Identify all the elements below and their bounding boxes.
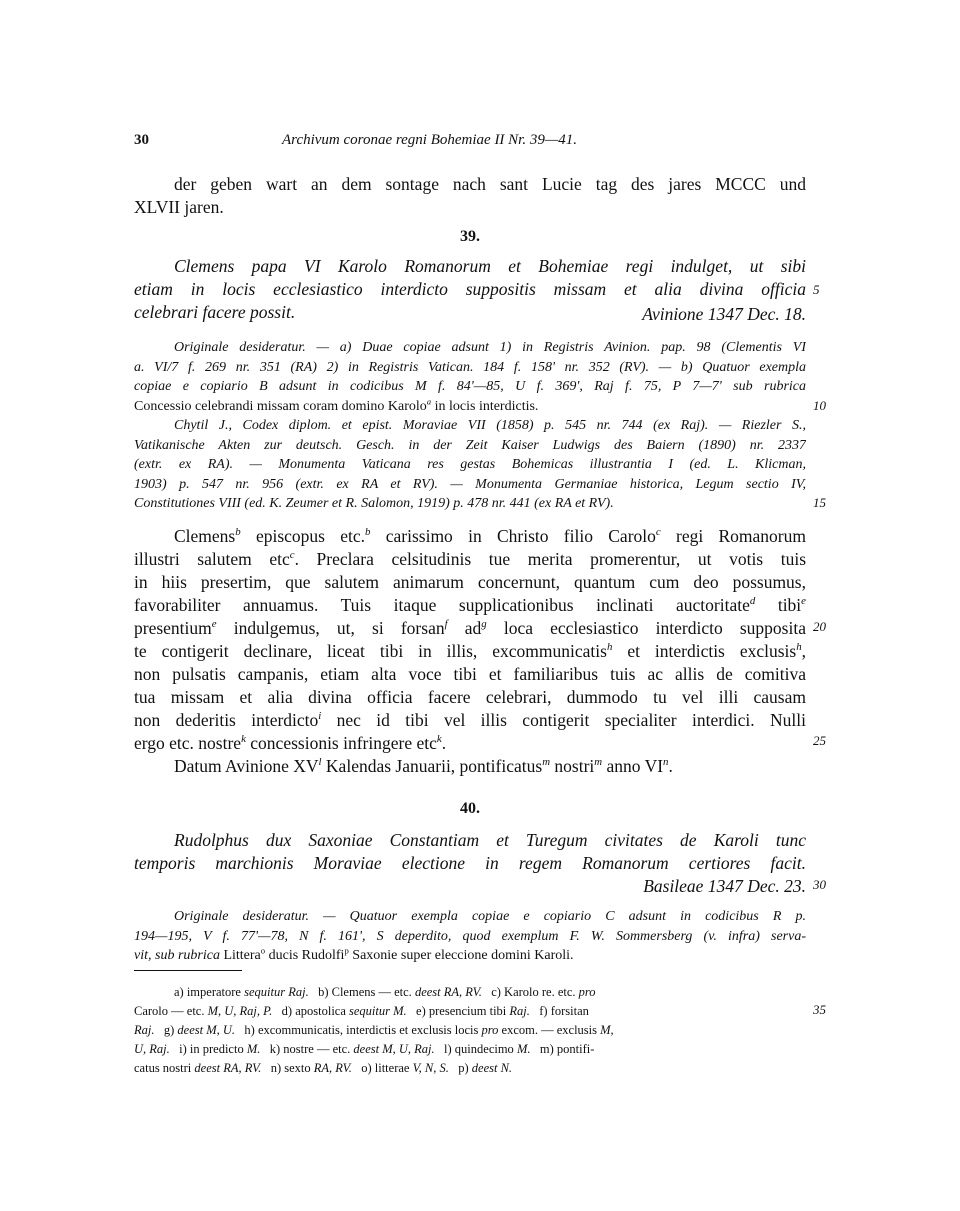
continuation-text <box>134 173 806 219</box>
margin-line-number: 20 <box>813 619 826 634</box>
running-header <box>134 132 806 156</box>
body-line: in hiis presertim, que salutem animarum concernunt, quantum cum deo possumus, <box>134 572 806 592</box>
footnote-line <box>134 1040 806 1059</box>
footnote-line <box>134 1002 806 1021</box>
footnote-run: M. <box>246 1042 261 1056</box>
margin-line-number: 15 <box>813 495 826 510</box>
body-line: te contigerit declinare, liceat tibi in illis, excommunicatis$^h$ et interdictis exclusis$^h$, <box>134 641 806 661</box>
body-line: tua missam et alia divina officia facere celebrari, dummodo tu vel illi causam <box>134 687 806 707</box>
margin-line-number: 25 <box>813 733 826 748</box>
note-line: Originale desideratur. — a) Duae copiae adsunt 1) in Registris Avinion. pap. 98 (Clementis VI <box>174 340 806 355</box>
footnotes <box>134 983 806 1078</box>
regest-line: etiam in locis ecclesiastico interdicto suppositis missam et alia divina officia <box>134 279 806 299</box>
apparatus-40 <box>134 907 806 966</box>
footnote-run: l) quindecimo <box>434 1042 517 1056</box>
regest-line: Clemens papa VI Karolo Romanorum et Bohemiae regi indulget, ut sibi <box>174 256 806 276</box>
regest-date: Basileae 1347 Dec. 23. <box>643 876 806 896</box>
footnote-run: deest N. <box>471 1061 513 1075</box>
note-line: vit, sub rubrica Littera$^o$ ducis Rudolfi$^p$ Saxonie super eleccione domini Karoli. <box>134 946 574 963</box>
footnote-run: e) presencium tibi <box>406 1004 510 1018</box>
note-line: (extr. ex RA). — Monumenta Vaticana res gestas Bohemicas illustrantia I (ed. L. Klicman, <box>134 457 806 472</box>
dating-clause: Datum Avinione $XV^l$ Kalendas Januarii, pontificatus$^m$ nostri$^m$ anno $VI^n$. <box>174 756 673 776</box>
body-line: non dederitis interdicto$^i$ nec id tibi vel illis contigerit specialiter interdici. Nulli <box>134 710 806 730</box>
footnote-run: V, N, S. <box>412 1061 449 1075</box>
body-line: Clemens$^b$ episcopus etc.$^b$ carissimo in Christo filio Carolo$^c$ regi Romanorum <box>174 526 806 546</box>
body-line: ergo etc. nostre$^k$ concessionis infringere etc$^k$. <box>134 733 447 753</box>
footnote-run: pro <box>481 1023 499 1037</box>
footnote-run: deest RA, RV. <box>414 985 482 999</box>
footnote-run: RA, RV. <box>313 1061 352 1075</box>
margin-line-number: 10 <box>813 398 826 413</box>
footnote-line <box>134 983 806 1002</box>
note-line: 1903) p. 547 nr. 956 (extr. ex RA et RV). — Monumenta Germaniae historica, Legum sectio IV, <box>134 476 806 492</box>
margin-line-number: 35 <box>813 1002 826 1017</box>
footnote-run: deest M, U, Raj. <box>353 1042 435 1056</box>
footnote-run: f) forsitan <box>529 1004 589 1018</box>
footnote-run: k) nostre — etc. <box>260 1042 354 1056</box>
footnote-run: pro <box>578 985 596 999</box>
note-line: copiae e copiario B adsunt in codicibus M f. 84'—85, U f. 369', Raj f. 75, P 7—7' sub rubrica <box>134 379 806 394</box>
footnote-run: a) imperatore <box>174 985 245 999</box>
footnote-run: g) <box>154 1023 178 1037</box>
footnote-run: M. <box>516 1042 531 1056</box>
body-line: favorabiliter annuamus. Tuis itaque supplicationibus inclinati auctoritate$^d$ tibi$^e$ <box>134 595 806 615</box>
note-line: Originale desideratur. — Quatuor exempla copiae e copiario C adsunt in codicibus R p. <box>174 909 806 924</box>
footnote-run: catus nostri <box>134 1061 195 1075</box>
footnote-run: sequitur <box>244 985 286 999</box>
note-line: Concessio celebrandi missam coram domino Karolo$^a$ in locis interdictis. <box>134 396 539 414</box>
text-line: XLVII jaren. <box>134 197 224 217</box>
document-number: 39. <box>460 228 480 245</box>
footnote-run: b) Clemens — etc. <box>308 985 415 999</box>
note-line: a. VI/7 f. 269 nr. 351 (RA) 2) in Registris Vatican. 184 f. 158' nr. 352 (RV). — b) Quatuor exempla <box>134 359 806 375</box>
note-line: Vatikanische Akten zur deutsch. Gesch. in der Zeit Kaiser Ludwigs des Baiern (1890) nr. 2337 <box>134 437 806 453</box>
footnote-run: n) sexto <box>261 1061 314 1075</box>
note-line: Chytil J., Codex diplom. et epist. Moraviae VII (1858) p. 545 nr. 744 (ex Raj). — Riezler S., <box>174 418 806 433</box>
footnote-run: deest M, U. <box>177 1023 236 1037</box>
footnote-run: i) in predicto <box>169 1042 247 1056</box>
footnote-run: M, <box>600 1023 614 1037</box>
regest-40 <box>134 829 806 898</box>
footnote-run: Raj. <box>288 985 309 999</box>
body-line: non pulsatis campanis, etiam alta voce tibi et familiaribus tuis ac allis de comitiva <box>134 664 806 684</box>
document-number: 40. <box>460 800 480 817</box>
note-line: 194—195, V f. 77'—78, N f. 161', S deperdito, quod exemplum F. W. Sommersberg (v. infra) serva- <box>134 928 806 944</box>
footnote-run: p) <box>448 1061 472 1075</box>
apparatus-39 <box>134 338 806 514</box>
footnote-run: Raj. <box>509 1004 530 1018</box>
footnote-line <box>134 1021 806 1040</box>
footnote-run: Carolo — etc. <box>134 1004 208 1018</box>
footnote-run: U, Raj. <box>134 1042 170 1056</box>
running-title: Archivum coronae regni Bohemiae II Nr. 39—41. <box>282 132 577 148</box>
footnote-run: deest RA, RV. <box>194 1061 262 1075</box>
footnote-run: sequitur M. <box>349 1004 407 1018</box>
footnote-run: excom. — exclusis <box>498 1023 601 1037</box>
footnote-run: o) litterae <box>351 1061 413 1075</box>
page-number: 30 <box>134 132 149 148</box>
regest-line: temporis marchionis Moraviae electione in regem Romanorum certiores facit. <box>134 853 806 873</box>
regest-line: Rudolphus dux Saxoniae Constantiam et Turegum civitates de Karoli tunc <box>174 830 806 850</box>
body-line: illustri salutem etc$^c$. Preclara celsitudinis tue merita promerentur, ut votis tuis <box>134 549 806 569</box>
footnote-run: Raj. <box>134 1023 155 1037</box>
regest-date: Avinione 1347 Dec. 18. <box>642 304 806 324</box>
footnote-run: h) excommunicatis, interdictis et exclusis locis <box>235 1023 482 1037</box>
note-line: Constitutiones VIII (ed. K. Zeumer et R. Salomon, 1919) p. 478 nr. 441 (ex RA et RV). <box>134 496 614 511</box>
footnote-run: m) pontifi- <box>530 1042 595 1056</box>
footnote-run: M, U, Raj, P. <box>207 1004 273 1018</box>
margin-line-number: 30 <box>813 877 826 892</box>
body-line: presentium$^e$ indulgemus, ut, si forsan$^f$ $ad^g$ loca ecclesiastico interdicto supposita <box>134 618 806 638</box>
footnote-run: d) apostolica <box>272 1004 350 1018</box>
footnote-rule <box>134 970 242 971</box>
text-line: der geben wart an dem sontage nach sant Lucie tag des jares MCCC und <box>174 174 806 194</box>
footnote-run: c) Karolo re. etc. <box>481 985 579 999</box>
regest-line: celebrari facere possit. <box>134 302 296 322</box>
document-body-39 <box>134 525 806 778</box>
footnote-line <box>134 1059 806 1078</box>
margin-line-number: 5 <box>813 282 820 297</box>
